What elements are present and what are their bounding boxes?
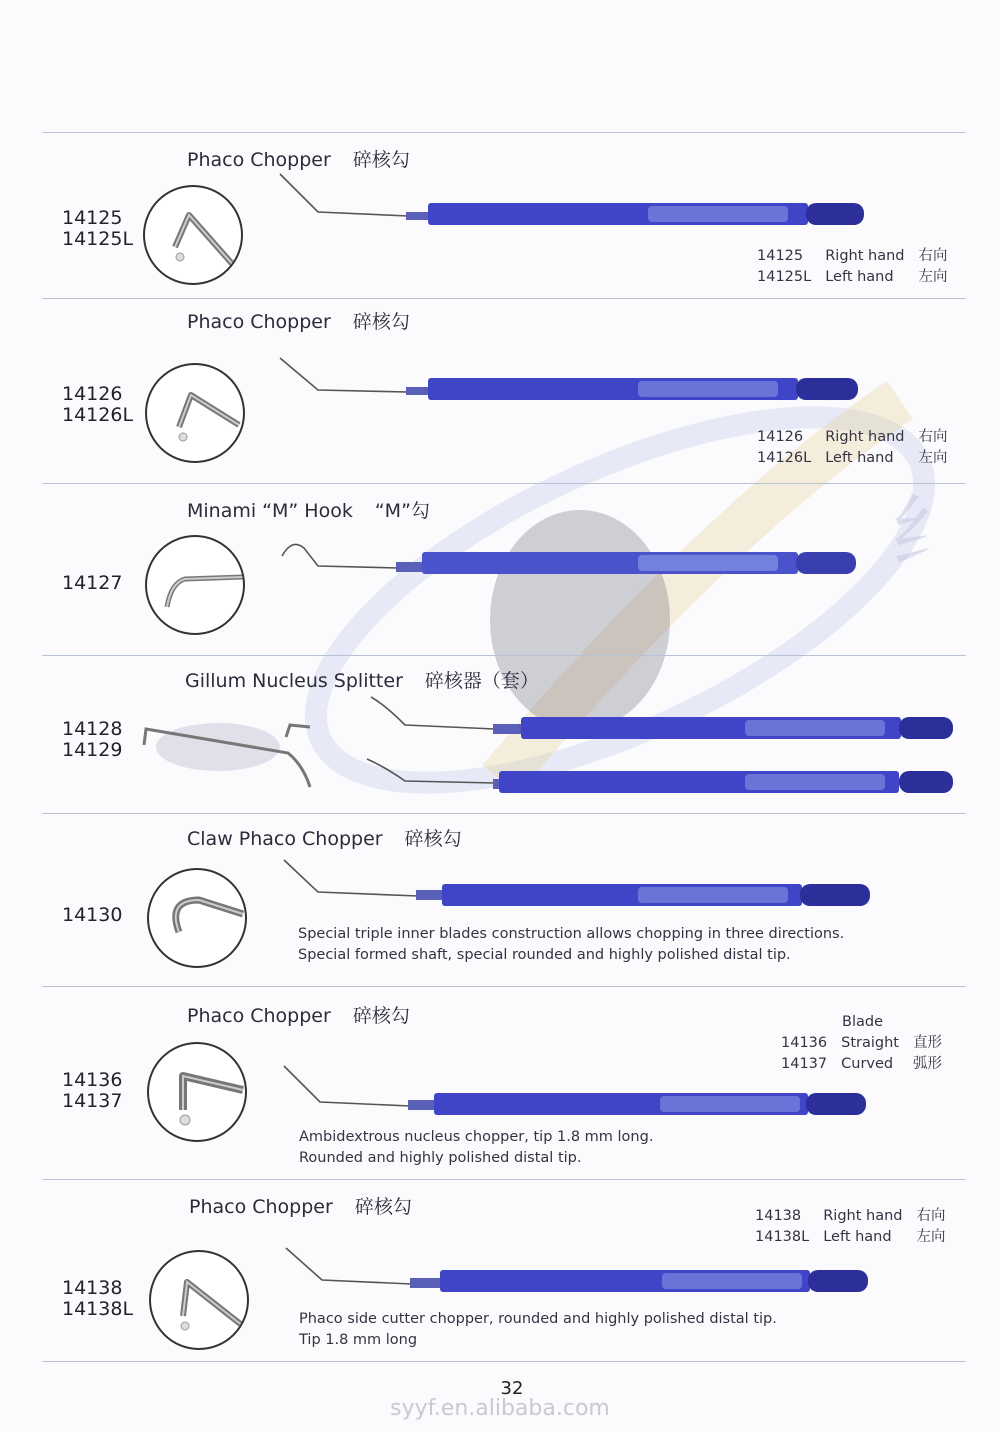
spec-code: 14126L: [757, 450, 812, 466]
spec-hand-cn: 右向: [918, 248, 948, 264]
spec-blade-cn: 直形: [913, 1035, 942, 1051]
product-code: 14138L: [62, 1298, 134, 1320]
tip-detail-image: [138, 715, 318, 795]
product-codes: [62, 1070, 122, 1112]
spec-hand-cn: 左向: [916, 1229, 946, 1245]
title-en: Phaco Chopper: [187, 149, 331, 171]
section-title: [187, 145, 410, 172]
product-code: 14137: [62, 1090, 123, 1112]
tip-detail-circle: [147, 868, 247, 968]
spec-code: 14138L: [755, 1229, 810, 1245]
title-cn: 碎核勾: [404, 828, 462, 850]
instrument-image: [278, 538, 878, 583]
spec-hand-cn: 右向: [916, 1208, 946, 1224]
title-en: Claw Phaco Chopper: [187, 828, 383, 850]
divider: [42, 986, 966, 987]
tip-detail-circle: [145, 535, 245, 635]
product-description: [298, 924, 844, 966]
section-title: [187, 307, 410, 334]
product-description: [299, 1309, 777, 1351]
description-line: Rounded and highly polished distal tip.: [299, 1150, 582, 1166]
spec-header: Blade: [842, 1014, 883, 1030]
product-code: 14128: [62, 718, 123, 740]
spec-blade: Curved: [841, 1056, 894, 1072]
description-line: Ambidextrous nucleus chopper, tip 1.8 mm long.: [299, 1129, 654, 1145]
spec-blade: Straight: [841, 1035, 899, 1051]
tip-detail-circle: [149, 1250, 249, 1350]
instrument-image: [365, 695, 965, 805]
title-en: Gillum Nucleus Splitter: [185, 670, 403, 692]
product-code: 14138: [62, 1277, 123, 1299]
divider: [42, 813, 966, 814]
title-en: Phaco Chopper: [189, 1196, 333, 1218]
product-code: 14126: [62, 383, 123, 405]
product-codes: [62, 719, 122, 761]
title-cn: “M”勾: [374, 500, 430, 522]
product-code: 14125: [62, 207, 123, 229]
product-code: 14125L: [62, 228, 134, 250]
description-line: Tip 1.8 mm long: [299, 1332, 418, 1348]
spec-table: [757, 246, 961, 288]
instrument-image: [280, 1064, 880, 1124]
instrument-image: [282, 1246, 882, 1296]
spec-hand: Left hand: [825, 269, 894, 285]
title-en: Phaco Chopper: [187, 311, 331, 333]
spec-code: 14125: [757, 248, 804, 264]
title-cn: 碎核勾: [352, 1005, 410, 1027]
product-codes: [62, 573, 122, 594]
spec-hand-cn: 左向: [918, 269, 948, 285]
spec-code: 14126: [757, 429, 804, 445]
section-title: [187, 496, 430, 523]
divider: [42, 132, 966, 133]
divider: [42, 1179, 966, 1180]
spec-hand: Right hand: [823, 1208, 903, 1224]
spec-hand: Right hand: [825, 248, 905, 264]
product-codes: [62, 208, 133, 250]
description-line: Special formed shaft, special rounded and highly polished distal tip.: [298, 947, 791, 963]
svg-text:纟: 纟: [890, 486, 970, 579]
product-codes: [62, 1278, 133, 1320]
spec-code: 14137: [781, 1056, 828, 1072]
spec-code: 14138: [755, 1208, 802, 1224]
spec-table: [755, 1206, 959, 1248]
section-title: [185, 666, 539, 693]
spec-hand: Right hand: [825, 429, 905, 445]
title-cn: 碎核勾: [352, 149, 410, 171]
title-en: Minami “M” Hook: [187, 500, 353, 522]
tip-detail-circle: [143, 185, 243, 285]
spec-blade-cn: 弧形: [913, 1056, 942, 1072]
description-line: Phaco side cutter chopper, rounded and highly polished distal tip.: [299, 1311, 777, 1327]
page-number: 32: [500, 1378, 524, 1399]
title-cn: 碎核勾: [352, 311, 410, 333]
tip-detail-circle: [145, 363, 245, 463]
spec-code: 14136: [781, 1035, 828, 1051]
spec-hand: Left hand: [823, 1229, 892, 1245]
section-title: [187, 824, 462, 851]
title-en: Phaco Chopper: [187, 1005, 331, 1027]
instrument-image: [278, 858, 878, 918]
site-watermark: syyf.en.alibaba.com: [390, 1396, 610, 1421]
product-description: [299, 1127, 653, 1169]
instrument-image: [278, 172, 878, 232]
product-codes: [62, 384, 133, 426]
spec-code: 14125L: [757, 269, 812, 285]
description-line: Special triple inner blades construction allows chopping in three directions.: [298, 926, 845, 942]
product-code: 14130: [62, 904, 123, 926]
divider: [42, 483, 966, 484]
product-code: 14126L: [62, 404, 134, 426]
section-title: [187, 1001, 410, 1028]
divider: [42, 1361, 966, 1362]
product-code: 14127: [62, 572, 123, 594]
product-code: 14136: [62, 1069, 123, 1091]
section-title: [189, 1192, 412, 1219]
divider: [42, 655, 966, 656]
tip-detail-circle: [147, 1042, 247, 1142]
spec-hand-cn: 左向: [918, 450, 948, 466]
product-codes: [62, 905, 122, 926]
title-cn: 碎核勾: [354, 1196, 412, 1218]
instrument-image: [278, 352, 878, 412]
spec-hand: Left hand: [825, 450, 894, 466]
product-code: 14129: [62, 739, 123, 761]
spec-table: [757, 427, 961, 469]
divider: [42, 298, 966, 299]
spec-hand-cn: 右向: [918, 429, 948, 445]
title-cn: 碎核器（套）: [424, 670, 539, 692]
